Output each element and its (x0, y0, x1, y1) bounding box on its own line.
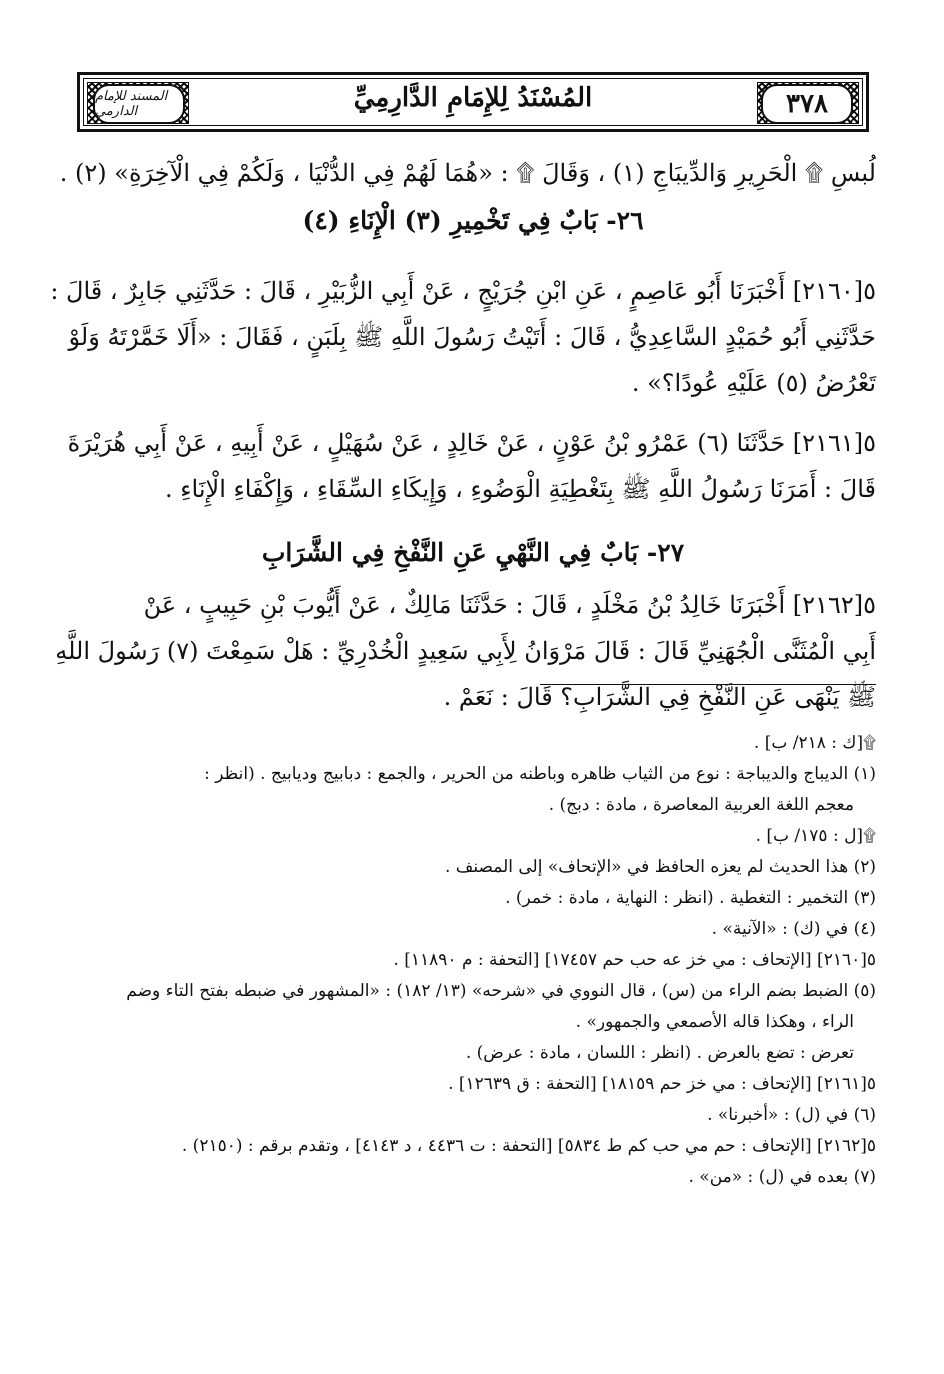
text-line: لُبسِ ۩ الْحَرِيرِ وَالدِّيبَاجِ (١) ، وَقَالَ ۩ : «هُمَا لَهُمْ فِي الدُّنْيَا ، وَلَكُمْ فِي الْآخِرَةِ» (٢) . (59, 159, 876, 187)
footnote-line: الراء ، وهكذا قاله الأصمعي والجمهور» . (575, 1012, 854, 1032)
footnote-line: (٧) بعده في (ل) : «من» . (688, 1167, 876, 1187)
footnote-line: (٢) هذا الحديث لم يعزه الحافظ في «الإتحاف» إلى المصنف . (444, 857, 876, 877)
text-line: تَعْرُضُ (٥) عَلَيْهِ عُودًا؟» . (631, 369, 876, 397)
hadith-2162 (55, 582, 876, 720)
text-line: أَبِي الْمُثَنَّى الْجُهَنِيِّ قَالَ : قَالَ مَرْوَانُ لِأَبِي سَعِيدٍ الْخُدْرِيِّ : هَلْ سَمِعْتَ (٧) رَسُولَ اللَّهِ (55, 637, 876, 665)
text-line: حَدَّثَنِي أَبُو حُمَيْدٍ السَّاعِدِيُّ ، قَالَ : أَتَيْتُ رَسُولَ اللَّهِ ﷺ بِلَبَنٍ ، فَقَالَ : «أَلَا خَمَّرْتَهُ وَلَوْ (68, 323, 876, 351)
hadith-2161 (67, 420, 876, 512)
footnotes (70, 728, 876, 1193)
footnote-line: ۩[ل : ١٧٥/ ب] . (755, 826, 876, 846)
footnote-line: (٦) في (ل) : «أخبرنا» . (707, 1105, 876, 1125)
page-header (77, 72, 869, 132)
main-text (59, 150, 876, 246)
footnote-line: (٣) التخمير : التغطية . (انظر : النهاية ، مادة : خمر) . (505, 888, 876, 908)
chapter-heading-26: ٢٦- بَابٌ فِي تَخْمِيرِ (٣) الْإِنَاءِ (٤) (302, 206, 644, 235)
footnote-line: (١) الديباج والديباجة : نوع من الثياب ظاهره وباطنه من الحرير ، والجمع : دبابيج وديابيج . (انظر : (204, 764, 876, 784)
chapter-heading-27: ٢٧- بَابٌ فِي النَّهْيِ عَنِ النَّفْخِ فِي الشَّرَابِ (261, 538, 685, 567)
text-line: قَالَ : أَمَرَنَا رَسُولُ اللَّهِ ﷺ بِتَغْطِيَةِ الْوَضُوءِ ، وَإِيكَاءِ السِّقَاءِ ، وَإِكْفَاءِ الْإِنَاءِ . (164, 475, 876, 503)
chapter-27 (70, 528, 876, 578)
footnote-separator (540, 684, 876, 685)
footnote-line: (٥) الضبط بضم الراء من (س) ، قال النووي في «شرحه» (١٣/ ١٨٢) : «المشهور في ضبطه بفتح التاء وضم (126, 981, 876, 1001)
footnote-line: تعرض : تضع بالعرض . (انظر : اللسان ، مادة : عرض) . (465, 1043, 854, 1063)
page-number: ٣٧٨ (761, 84, 853, 124)
footnote-line: ٥[٢١٦١] [الإتحاف : مي خز حم ١٨١٥٩] [التحفة : ق ١٢٦٣٩] . (448, 1074, 876, 1094)
text-line: ٥[٢١٦١] حَدَّثَنَا (٦) عَمْرُو بْنُ عَوْنٍ ، عَنْ خَالِدٍ ، عَنْ سُهَيْلٍ ، عَنْ أَبِيهِ ، عَنْ أَبِي هُرَيْرَةَ (67, 429, 876, 457)
footnote-line: ٥[٢١٦٢] [الإتحاف : حم مي حب كم ط ٥٨٣٤] [التحفة : ت ٤٤٣٦ ، د ٤١٤٣] ، وتقدم برقم : (٢١٥٠) . (181, 1136, 876, 1156)
footnote-line: ٥[٢١٦٠] [الإتحاف : مي خز عه حب حم ١٧٤٥٧] [التحفة : م ١١٨٩٠] . (393, 950, 876, 970)
footnote-line: (٤) في (ك) : «الآنية» . (711, 919, 876, 939)
text-line: ٥[٢١٦٠] أَخْبَرَنَا أَبُو عَاصِمٍ ، عَنِ ابْنِ جُرَيْجٍ ، عَنْ أَبِي الزُّبَيْرِ ، قَالَ : حَدَّثَنِي جَابِرٌ ، قَالَ : (50, 277, 876, 305)
text-line: ٥[٢١٦٢] أَخْبَرَنَا خَالِدُ بْنُ مَخْلَدٍ ، قَالَ : حَدَّثَنَا مَالِكٌ ، عَنْ أَيُّوبَ بْنِ حَبِيبٍ ، عَنْ (143, 591, 876, 619)
hadith-2160 (50, 268, 876, 406)
text-line: ﷺ يَنْهَى عَنِ النَّفْخِ فِي الشَّرَابِ؟ قَالَ : نَعَمْ . (443, 683, 876, 711)
book-logo: المسند للإمام الدارمي (93, 84, 185, 124)
running-title: المُسْنَدُ لِلإِمَامِ الدَّارِمِيِّ (353, 83, 593, 113)
footnote-line: ۩[ك : ٢١٨/ ب] . (753, 733, 876, 753)
footnote-line: معجم اللغة العربية المعاصرة ، مادة : دبج) . (548, 795, 854, 815)
